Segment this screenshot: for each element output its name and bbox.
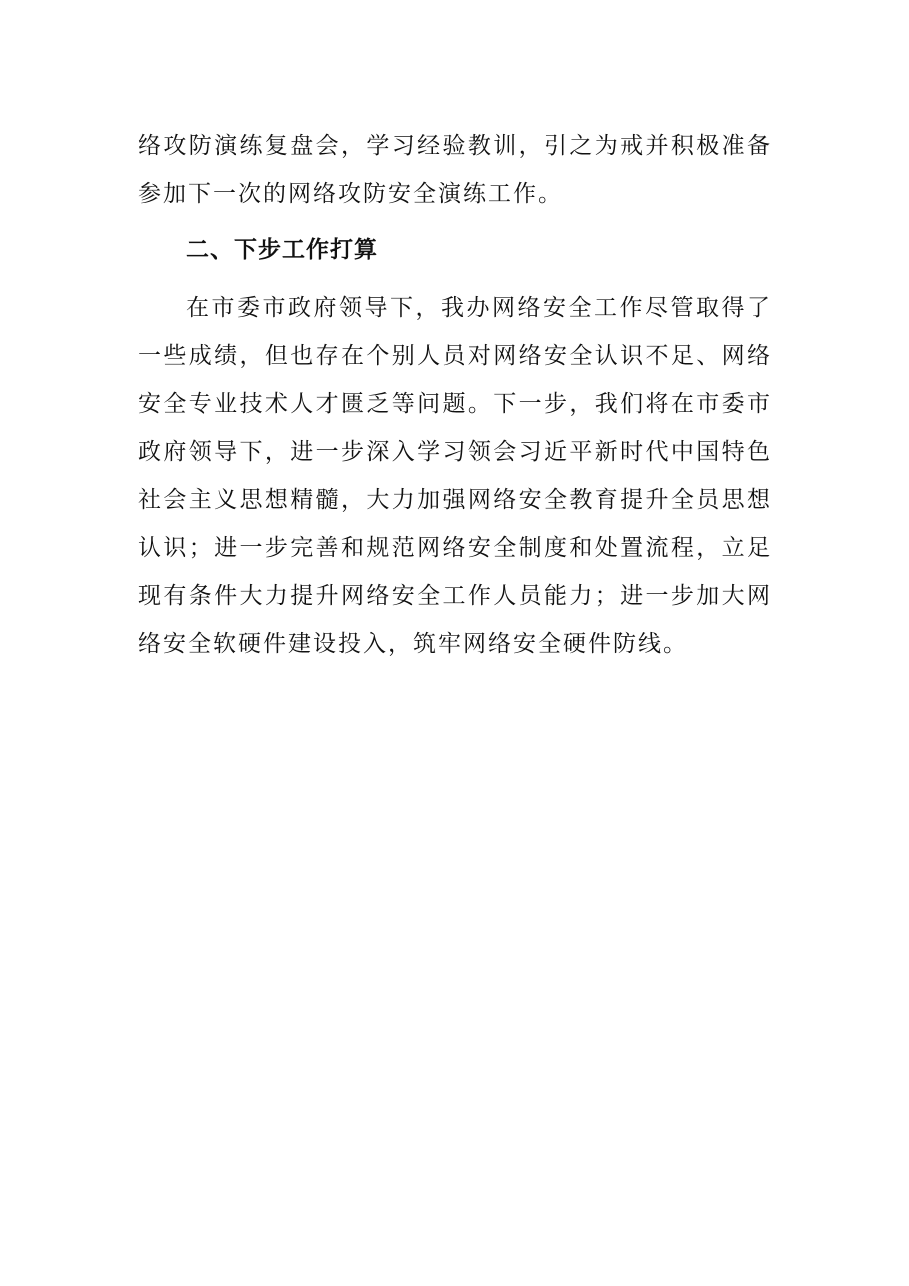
paragraph-work-plan: 在市委市政府领导下，我办网络安全工作尽管取得了一些成绩，但也存在个别人员对网络安全认识不足、网络安全专业技术人才匮乏等问题。下一步，我们将在市委市政府领导下，进一步深入学习领会习近平新时代中国特色社会主义思想精髓，大力加强网络安全教育提升全员思想认识；进一步完善和规范网络安全制度和处置流程，立足现有条件大力提升网络安全工作人员能力；进一步加大网络安全软硬件建设投入，筑牢网络安全硬件防线。 [138, 295, 772, 657]
paragraph-continued: 络攻防演练复盘会，学习经验教训，引之为戒并积极准备参加下一次的网络攻防安全演练工作。 [138, 133, 772, 207]
section-heading: 二、下步工作打算 [186, 237, 378, 263]
document-body [138, 122, 772, 668]
section-heading-wrapper [138, 222, 772, 284]
